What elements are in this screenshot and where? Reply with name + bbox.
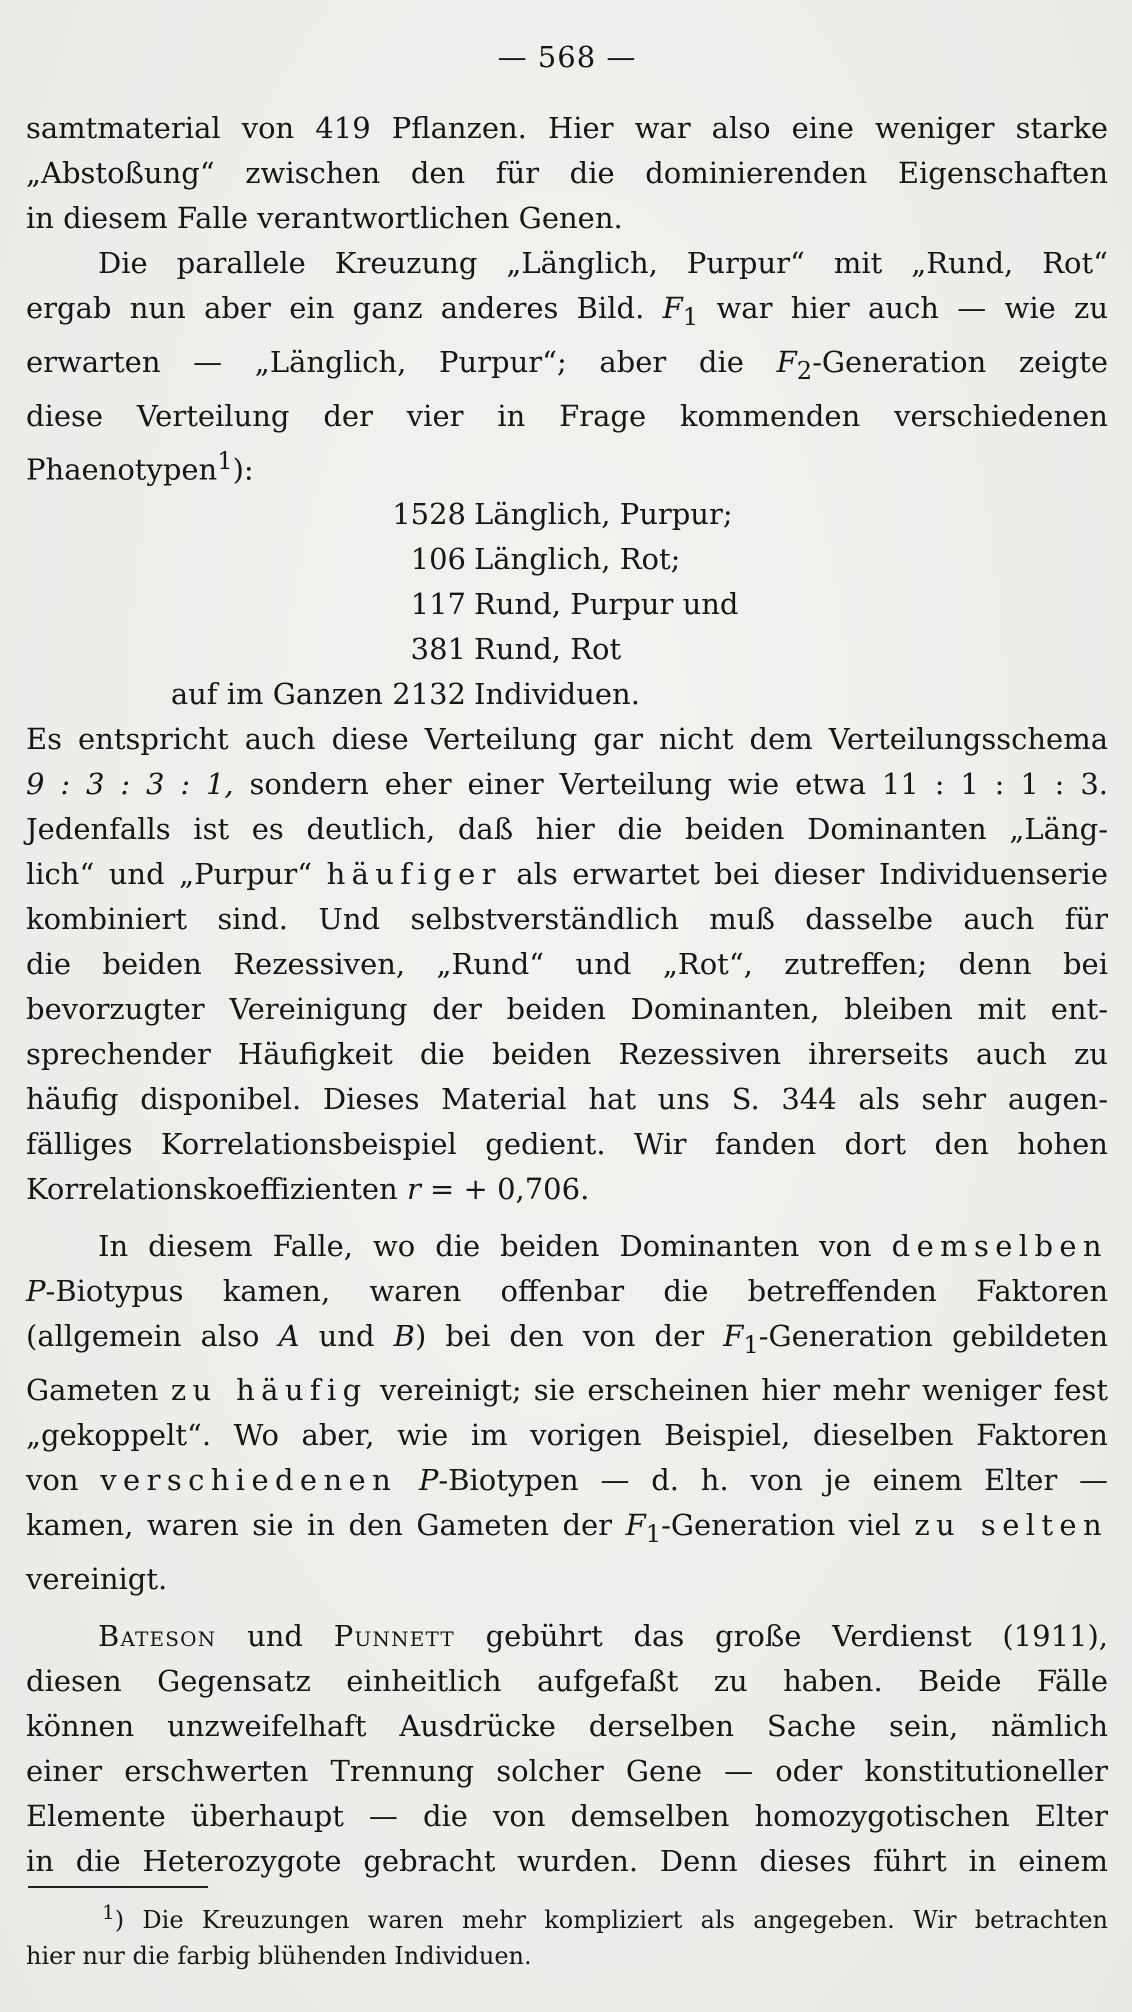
distribution-count: 117 [410,587,466,622]
text-line: (allgemein also A und B) bei den von der $F_1$-Generation gebildeten [26,1319,1109,1360]
footnote-marker: 1 [102,1899,115,1924]
text-line: einer erschwerten Trennung solcher Gene — oder konstitutioneller [26,1753,1108,1788]
text-line: häufig disponibel. Dieses Material hat uns S. 344 als sehr augen- [26,1082,1108,1117]
paragraph-3 [26,717,1108,1212]
text-line: kombiniert sind. Und selbstverständlich muß dasselbe auch für [26,902,1108,937]
f-subscript: 1 [743,1331,759,1360]
distribution-count: 1528 [392,497,466,532]
text-line: können unzweifelhaft Ausdrücke derselben Sache sein, nämlich [26,1708,1108,1743]
text-line: diesen Gegensatz einheitlich aufgefaßt zu haben. Beide Fälle [26,1663,1108,1698]
text-line: sprechender Häufigkeit die beiden Rezessiven ihrerseits auch zu [26,1037,1108,1072]
author-name: Punnett [333,1618,455,1653]
distribution-label: Länglich, Rot; [474,542,681,577]
b-symbol: B [393,1319,415,1354]
text-line: „gekoppelt“. Wo aber, wie im vorigen Beispiel, dieselben Faktoren [26,1418,1108,1453]
distribution-label: Länglich, Purpur; [474,497,733,532]
distribution-table [26,492,1108,717]
text-line: Gameten zu häufig vereinigt; sie erscheinen hier mehr weniger fest [26,1373,1109,1408]
text-line: Bateson und Punnett gebührt das große Verdienst (1911), [98,1618,1109,1653]
f-symbol: F [776,344,797,379]
text-line: in die Heterozygote gebracht wurden. Denn dieses führt in einem [26,1843,1108,1878]
r-symbol: r [406,1172,421,1207]
ratio: 9 : 3 : 3 : 1, [26,767,234,802]
text-line: von verschiedenen P-Biotypen — d. h. von je einem Elter — [26,1463,1109,1498]
spaced-emphasis: häufiger [326,857,502,892]
text-line: „Abstoßung“ zwischen den für die dominierenden Eigenschaften [26,156,1108,190]
paragraph-4 [26,1224,1108,1602]
text-line: Die parallele Kreuzung „Länglich, Purpur“ mit „Rund, Rot“ [98,246,1108,280]
page-number: — 568 — [497,40,637,74]
text-line: Korrelationskoeffizienten r = + 0,706. [26,1172,590,1207]
footnote [26,1894,1108,1974]
author-name: Bateson [98,1618,217,1653]
text-line: in diesem Falle verantwortlichen Genen. [26,201,623,235]
f-subscript: 1 [682,302,699,331]
footnote-divider [28,1886,208,1888]
footnote-line: hier nur die farbig blühenden Individuen. [26,1941,532,1970]
f-symbol: F [723,1319,744,1354]
f-subscript: 2 [796,356,813,385]
text-line: die beiden Rezessiven, „Rund“ und „Rot“, zutreffen; denn bei [26,947,1108,982]
text-line: ergab nun aber ein ganz anderes Bild. $F_1$ war hier auch — wie zu [26,291,1109,331]
text-line: kamen, waren sie in den Gameten der $F_1$-Generation viel zu selten [26,1508,1109,1548]
text-line: bevorzugter Vereinigung der beiden Dominanten, bleiben mit ent- [26,992,1108,1027]
footnote-ref: 1 [217,446,233,475]
text-line: Jedenfalls ist es deutlich, daß hier die beiden Dominanten „Läng- [26,812,1108,847]
a-symbol: A [278,1319,300,1354]
spaced-emphasis: zu häufig [170,1373,368,1408]
text-line: 9 : 3 : 3 : 1, sondern eher einer Verteilung wie etwa 11 : 1 : 1 : 3. [26,767,1108,802]
distribution-label: Individuen. [474,677,640,712]
distribution-count: 106 [410,542,466,577]
distribution-label: Rund, Purpur und [474,587,739,622]
f-symbol: F [625,1508,646,1543]
spaced-emphasis: demselben [891,1229,1108,1264]
text-line: lich“ und „Purpur“ häufiger als erwartet bei dieser Individuenserie [26,857,1108,892]
spaced-emphasis: verschiedenen [100,1463,398,1498]
p-symbol: P [26,1274,46,1309]
f-symbol: F [662,291,683,325]
text-line: erwarten — „Länglich, Purpur“; aber die $F_2$-Generation zeigte [26,344,1108,385]
text-line: P-Biotypus kamen, waren offenbar die betreffenden Faktoren [26,1274,1108,1309]
footnote-line: $^1$) Die Kreuzungen waren mehr kompliziert als angegeben. Wir betrachten [102,1899,1108,1934]
distribution-total: auf im Ganzen 2132 [170,677,466,712]
text-line: vereinigt. [26,1561,168,1596]
text-line: In diesem Falle, wo die beiden Dominanten von demselben [98,1229,1108,1264]
paragraph-5 [26,1614,1108,1884]
distribution-label: Rund, Rot [474,632,622,667]
text-line: Elemente überhaupt — die von demselben homozygotischen Elter [26,1798,1108,1833]
spaced-emphasis: zu selten [914,1508,1109,1543]
text-line: Es entspricht auch diese Verteilung gar nicht dem Verteilungsschema [26,722,1108,757]
distribution-count: 381 [410,632,466,667]
text-line: diese Verteilung der vier in Frage kommenden verschiedenen [26,398,1108,433]
f-subscript: 1 [645,1519,662,1548]
p-symbol: P [418,1463,439,1498]
paragraph-2 [26,241,1108,492]
text-line: Phaenotypen$^1$): [26,446,254,487]
text-line: fälliges Korrelationsbeispiel gedient. Wir fanden dort den hohen [26,1127,1108,1162]
text-line: samtmaterial von 419 Pflanzen. Hier war also eine weniger starke [26,111,1108,145]
paragraph-1 [26,106,1108,241]
main-text [26,106,1108,1884]
